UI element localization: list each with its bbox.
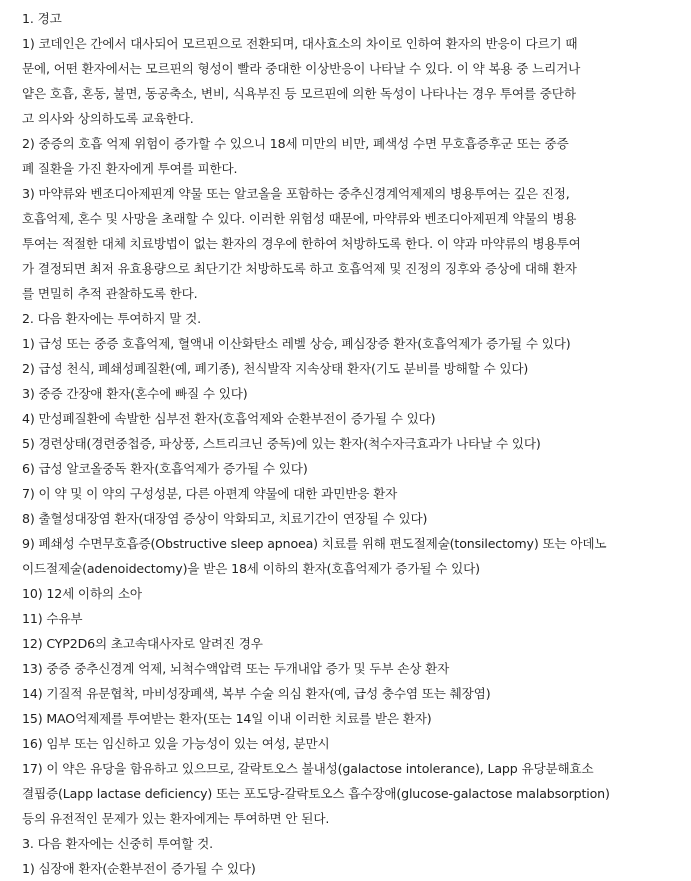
- list-item: 10) 12세 이하의 소아: [22, 586, 142, 601]
- list-item: 7) 이 약 및 이 약의 구성성분, 다른 아편계 약물에 대한 과민반응 환자: [22, 486, 398, 501]
- list-item: 8) 출혈성대장염 환자(대장염 증상이 악화되고, 치료기간이 연장될 수 있다): [22, 511, 428, 526]
- text-line: 투여는 적절한 대체 치료방법이 없는 환자의 경우에 한하여 처방하도록 한다. 이 약과 마약류의 병용투여: [22, 236, 581, 251]
- text-line: 문에, 어떤 환자에서는 모르핀의 형성이 빨라 중대한 이상반응이 나타날 수 있다. 이 약 복용 중 느리거나: [22, 61, 581, 76]
- list-item: 13) 중증 중추신경계 억제, 뇌척수액압력 또는 두개내압 증가 및 두부 손상 환자: [22, 661, 450, 676]
- list-item: 17) 이 약은 유당을 함유하고 있으므로, 갈락토오스 불내성(galactose intolerance), Lapp 유당분해효소: [22, 761, 594, 776]
- text-line: 를 면밀히 추적 관찰하도록 한다.: [22, 286, 198, 301]
- list-item: 4) 만성폐질환에 속발한 심부전 환자(호흡억제와 순환부전이 증가될 수 있다): [22, 411, 436, 426]
- list-item: 5) 경련상태(경련중첩증, 파상풍, 스트리크닌 중독)에 있는 환자(척수자극효과가 나타날 수 있다): [22, 436, 541, 451]
- list-item: 12) CYP2D6의 초고속대사자로 알려진 경우: [22, 636, 263, 651]
- section-heading-warning: 1. 경고: [22, 11, 62, 26]
- list-item: 16) 임부 또는 임신하고 있을 가능성이 있는 여성, 분만시: [22, 736, 330, 751]
- list-item: 6) 급성 알코올중독 환자(호흡억제가 증가될 수 있다): [22, 461, 308, 476]
- list-item: 3) 중증 간장애 환자(혼수에 빠질 수 있다): [22, 386, 248, 401]
- text-line: 3) 마약류와 벤조디아제핀계 약물 또는 알코올을 포함하는 중추신경계억제제의 병용투여는 깊은 진정,: [22, 186, 570, 201]
- list-item: 1) 급성 또는 중증 호흡억제, 혈액내 이산화탄소 레벨 상승, 폐심장증 환자(호흡억제가 증가될 수 있다): [22, 336, 571, 351]
- list-item: 2) 급성 천식, 폐쇄성폐질환(예, 폐기종), 천식발작 지속상태 환자(기도 분비를 방해할 수 있다): [22, 361, 529, 376]
- list-item: 1) 심장애 환자(순환부전이 증가될 수 있다): [22, 861, 256, 876]
- text-line: 폐 질환을 가진 환자에게 투여를 피한다.: [22, 161, 238, 176]
- list-item: 11) 수유부: [22, 611, 83, 626]
- list-item: 14) 기질적 유문협착, 마비성장폐색, 복부 수술 의심 환자(예, 급성 충수염 또는 췌장염): [22, 686, 491, 701]
- list-item: 9) 폐쇄성 수면무호흡증(Obstructive sleep apnoea) 치료를 위해 편도절제술(tonsilectomy) 또는 아데노: [22, 536, 607, 551]
- text-line: 얕은 호흡, 혼동, 불면, 동공축소, 변비, 식욕부진 등 모르핀에 의한 독성이 나타나는 경우 투여를 중단하: [22, 86, 576, 101]
- section-heading-contraindications: 2. 다음 환자에는 투여하지 말 것.: [22, 311, 202, 326]
- text-line: 2) 중증의 호흡 억제 위험이 증가할 수 있으니 18세 미만의 비만, 폐색성 수면 무호흡증후군 또는 중증: [22, 136, 569, 151]
- list-item: 결핍증(Lapp lactase deficiency) 또는 포도당-갈락토오스 흡수장애(glucose-galactose malabsorption): [22, 786, 610, 801]
- text-line: 고 의사와 상의하도록 교육한다.: [22, 111, 194, 126]
- text-line: 가 결정되면 최저 유효용량으로 최단기간 처방하도록 하고 호흡억제 및 진정의 징후와 증상에 대해 환자: [22, 261, 577, 276]
- text-line: 1) 코데인은 간에서 대사되어 모르핀으로 전환되며, 대사효소의 차이로 인하여 환자의 반응이 다르기 때: [22, 36, 578, 51]
- text-line: 호흡억제, 혼수 및 사망을 초래할 수 있다. 이러한 위험성 때문에, 마약류와 벤조디아제핀계 약물의 병용: [22, 211, 577, 226]
- section-heading-caution: 3. 다음 환자에는 신중히 투여할 것.: [22, 836, 214, 851]
- list-item: 이드절제술(adenoidectomy)을 받은 18세 이하의 환자(호흡억제가 증가될 수 있다): [22, 561, 480, 576]
- list-item: 15) MAO억제제를 투여받는 환자(또는 14일 이내 이러한 치료를 받은 환자): [22, 711, 432, 726]
- list-item: 등의 유전적인 문제가 있는 환자에게는 투여하면 안 된다.: [22, 811, 330, 826]
